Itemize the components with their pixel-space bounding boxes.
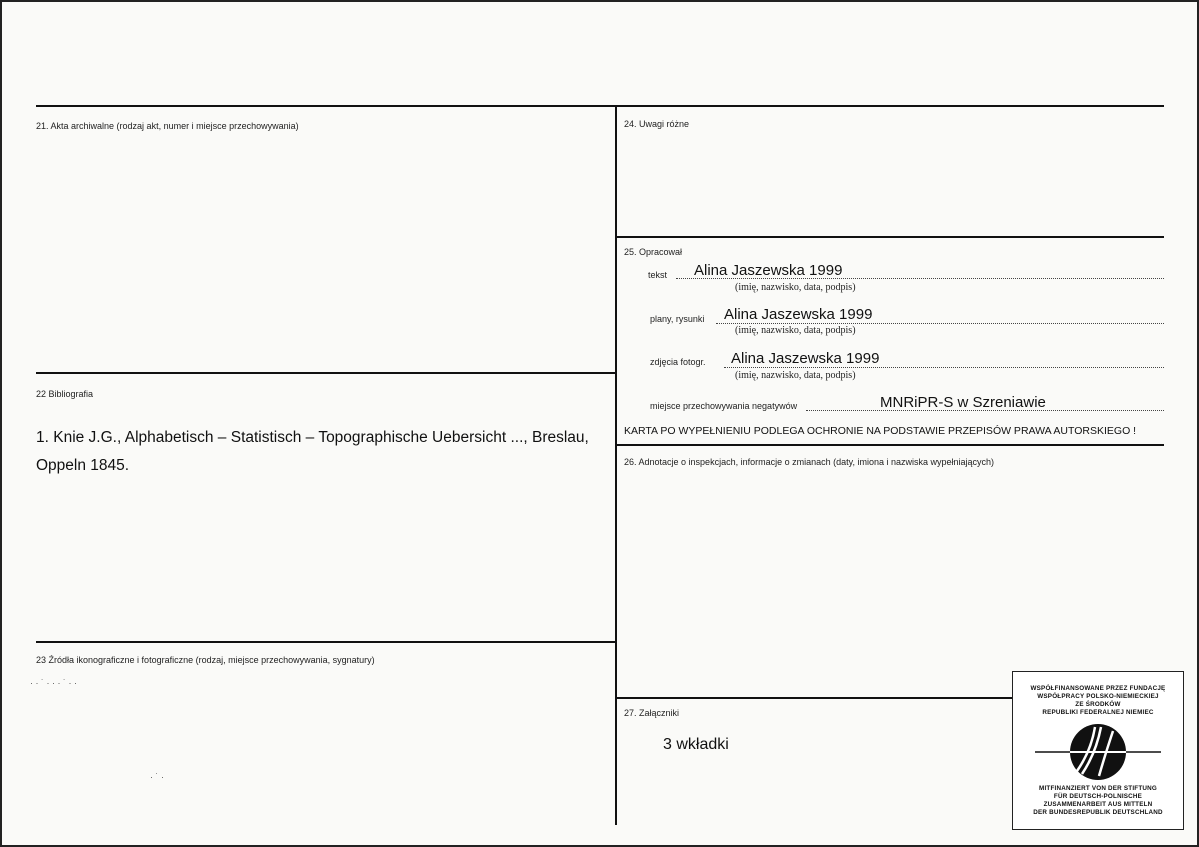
plany-underline [716,323,1164,324]
miejsce-label: miejsce przechowywania negatywów [650,401,798,411]
zdjecia-hint: (imię, nazwisko, data, podpis) [735,370,856,381]
plany-hint: (imię, nazwisko, data, podpis) [735,325,856,336]
section-22-label: 22 Bibliografia [36,389,94,399]
zdjecia-value: Alina Jaszewska 1999 [731,350,880,367]
scan-specks-2: · ˙ · [150,772,164,782]
section-24-label: 24. Uwagi różne [624,119,690,129]
foundation-logo-icon [1033,721,1163,783]
plany-value: Alina Jaszewska 1999 [724,306,873,323]
section-23-label: 23 Źródła ikonograficzne i fotograficzne (rodzaj, miejsce przechowywania, sygnatury) [36,655,375,665]
section-25-label: 25. Opracował [624,247,683,257]
miejsce-value: MNRiPR-S w Szreniawie [880,394,1046,411]
rule-22-23 [36,641,615,643]
section-21-label: 21. Akta archiwalne (rodzaj akt, numer i miejsce przechowywania) [36,121,299,131]
top-rule [36,105,1164,107]
bibliography-entry: 1. Knie J.G., Alphabetisch – Statistisch – Topographische Uebersicht ..., Breslau, Oppeln 1845. [36,429,589,474]
tekst-label: tekst [648,270,668,280]
attachments-value: 3 wkładki [663,736,729,753]
tekst-underline [676,278,1164,279]
zdjecia-underline [724,367,1164,368]
zdjecia-label: zdjęcia fotogr. [650,357,706,367]
plany-label: plany, rysunki [650,314,705,324]
stamp-line-de-2: FÜR DEUTSCH-POLNISCHE [1053,793,1143,800]
section-27-label: 27. Załączniki [624,708,680,718]
center-divider [615,105,617,825]
rule-21-22 [36,372,615,374]
stamp-line-de-4: DER BUNDESREPUBLIK DEUTSCHLAND [1033,809,1163,816]
stamp-line-pl-3: ZE ŚRODKÓW [1075,701,1121,708]
copyright-notice: KARTA PO WYPEŁNIENIU PODLEGA OCHRONIE NA PODSTAWIE PRZEPISÓW PRAWA AUTORSKIEGO ! [624,425,1137,437]
funding-stamp [1012,671,1184,830]
stamp-line-pl-4: REPUBLIKI FEDERALNEJ NIEMIEC [1042,709,1154,716]
stamp-line-pl-1: WSPÓŁFINANSOWANE PRZEZ FUNDACJĘ [1030,685,1166,692]
tekst-hint: (imię, nazwisko, data, podpis) [735,282,856,293]
scan-specks: · · ˙ · · · ˙ · · [30,678,77,688]
miejsce-underline [806,410,1164,411]
tekst-value: Alina Jaszewska 1999 [694,262,843,279]
section-26-label: 26. Adnotacje o inspekcjach, informacje o zmianach (daty, imiona i nazwiska wypełniających) [624,457,995,467]
rule-notice-26 [615,444,1164,446]
stamp-line-de-1: MITFINANZIERT VON DER STIFTUNG [1039,785,1157,792]
rule-24-25 [615,236,1164,238]
rule-26-27 [615,697,1012,699]
stamp-line-pl-2: WSPÓŁPRACY POLSKO-NIEMIECKIEJ [1037,693,1159,700]
stamp-line-de-3: ZUSAMMENARBEIT AUS MITTELN [1043,801,1153,808]
